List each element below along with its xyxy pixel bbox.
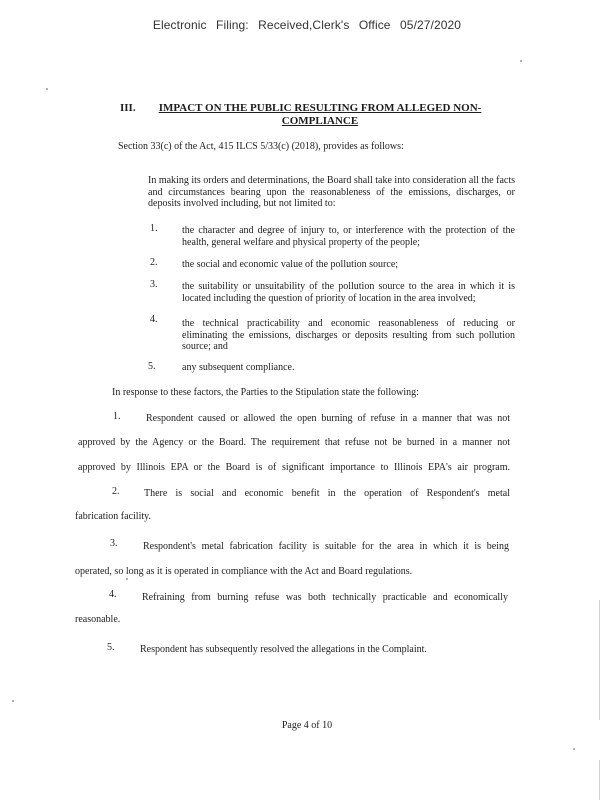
response-line: Refraining from burning refuse was both technically practicable and economically xyxy=(142,592,508,603)
scan-speck xyxy=(520,60,522,62)
factor-text: the character and degree of injury to, or interference with the protection of the health, general welfare and physical property of the people; xyxy=(182,225,515,248)
response-line: There is social and economic benefit in the operation of Respondent's metal xyxy=(144,488,510,499)
scan-speck xyxy=(573,748,575,750)
scan-edge-line xyxy=(599,760,600,800)
response-line: Respondent has subsequently resolved the allegations in the Complaint. xyxy=(140,644,427,655)
response-number: 3. xyxy=(110,538,118,549)
response-line: operated, so long as it is operated in compliance with the Act and Board regulations. xyxy=(75,566,413,577)
factor-text: the technical practicability and economic reasonableness of reducing or eliminating the emissions, discharges or deposits resulting from such pollution source; and xyxy=(182,318,515,352)
response-number: 2. xyxy=(112,486,120,497)
response-line: Respondent caused or allowed the open burning of refuse in a manner that was not xyxy=(146,413,510,424)
section-number: III. xyxy=(120,102,136,114)
factor-text: the social and economic value of the pollution source; xyxy=(182,259,399,270)
filing-header: Electronic Filing: Received,Clerk's Office 05/27/2020 xyxy=(152,18,462,32)
response-line: approved by Illinois EPA or the Board is of significant importance to Illinois EPA's air program. xyxy=(78,462,510,473)
intro-paragraph: Section 33(c) of the Act, 415 ILCS 5/33(c) (2018), provides as follows: xyxy=(118,141,404,152)
response-number: 4. xyxy=(109,589,117,600)
factor-text: the suitability or unsuitability of the pollution source to the area in which it is located including the question of priority of location in the area involved; xyxy=(182,281,515,304)
statute-quote: In making its orders and determinations, the Board shall take into consideration all the facts and circumstances bearing upon the reasonableness of the emissions, discharges, or deposits involved including, but not limited to: xyxy=(148,175,515,209)
scan-speck xyxy=(46,88,48,90)
scan-speck xyxy=(126,578,128,580)
response-number: 1. xyxy=(113,411,121,422)
response-line: approved by the Agency or the Board. The requirement that refuse not be burned in a manner not xyxy=(78,437,510,448)
factor-number: 1. xyxy=(150,223,158,234)
factor-number: 4. xyxy=(150,314,158,325)
response-line: Respondent's metal fabrication facility is suitable for the area in which it is being xyxy=(143,541,509,552)
factor-number: 5. xyxy=(148,361,156,372)
response-line: fabrication facility. xyxy=(75,511,151,522)
response-number: 5. xyxy=(107,642,115,653)
response-intro: In response to these factors, the Parties to the Stipulation state the following: xyxy=(112,387,419,398)
scan-edge-line xyxy=(599,600,600,720)
factor-text: any subsequent compliance. xyxy=(182,362,295,373)
response-line: reasonable. xyxy=(75,614,121,625)
section-heading: IMPACT ON THE PUBLIC RESULTING FROM ALLEGED NON-COMPLIANCE xyxy=(158,102,482,127)
page-number: Page 4 of 10 xyxy=(281,720,333,731)
factor-number: 2. xyxy=(150,257,158,268)
scan-speck xyxy=(12,700,14,702)
factor-number: 3. xyxy=(150,279,158,290)
